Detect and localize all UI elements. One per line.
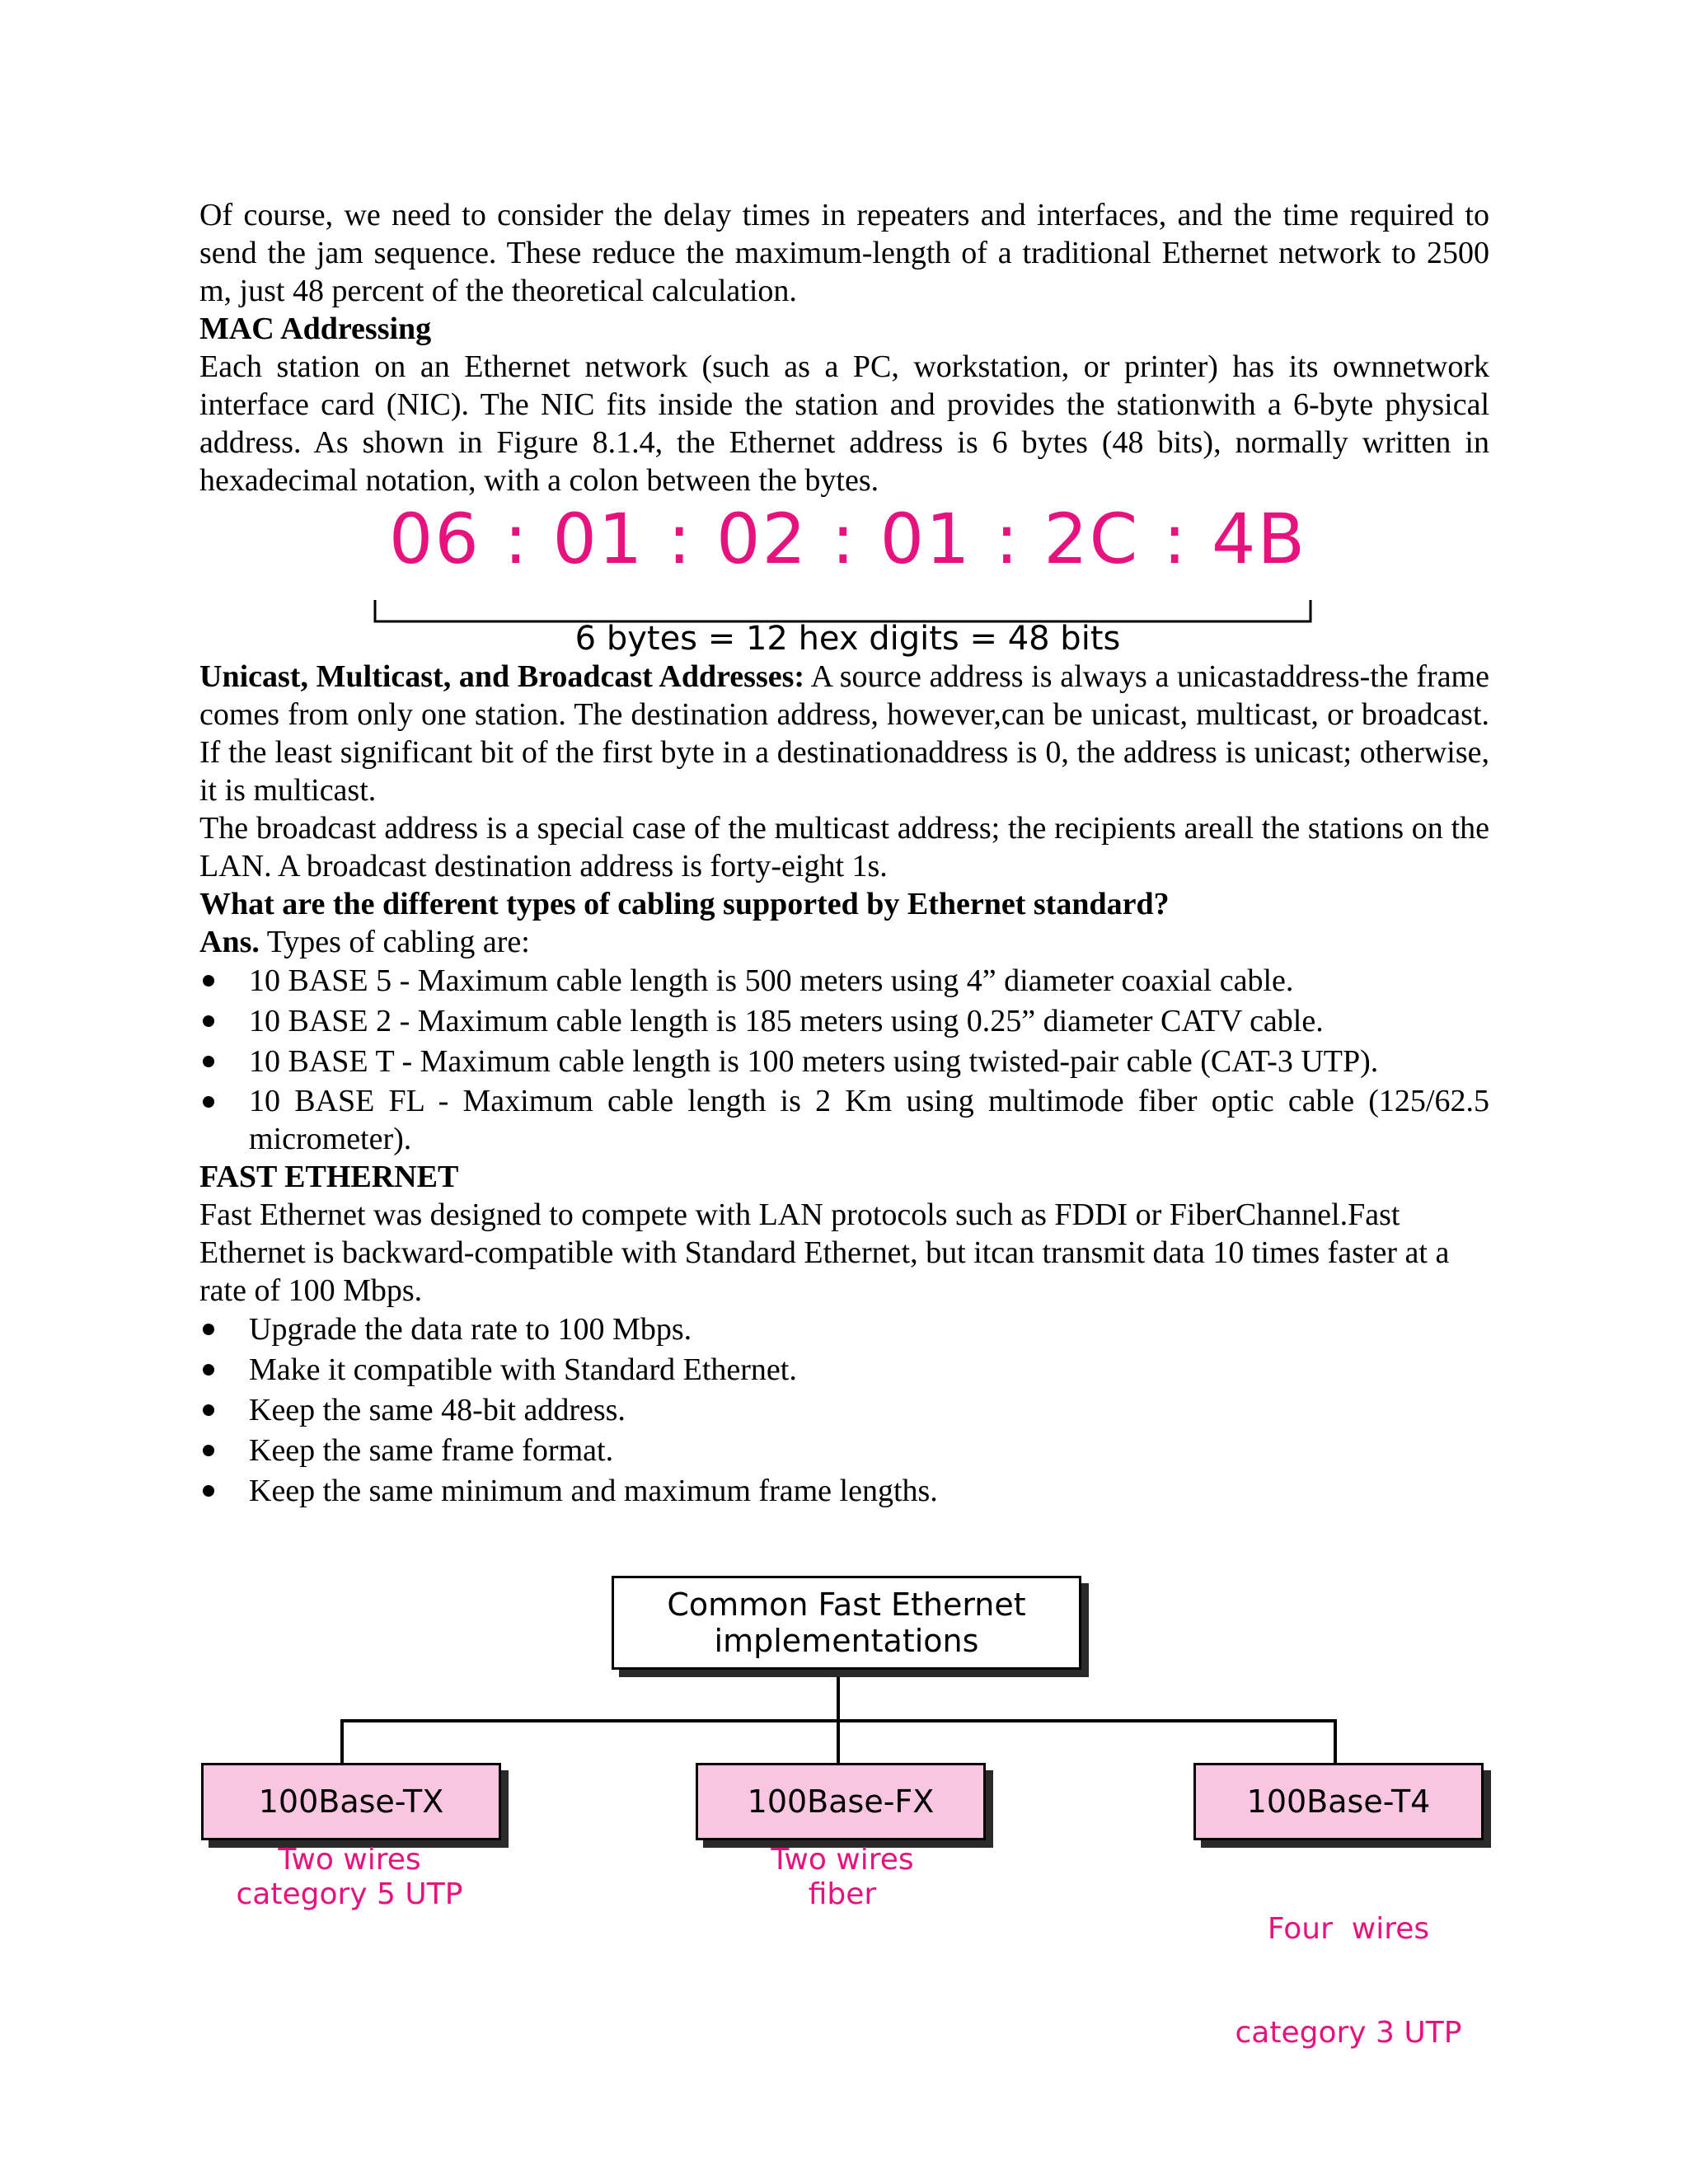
mac-address-example: 06 : 01 : 02 : 01 : 2C : 4B bbox=[388, 499, 1307, 579]
list-item: 10 BASE 5 - Maximum cable length is 500 meters using 4” diameter coaxial cable. bbox=[199, 961, 1489, 1001]
bullet-icon bbox=[203, 975, 214, 987]
intro-paragraph: Of course, we need to consider the delay times in repeaters and interfaces, and the time required to send the jam sequence. These reduce the maximum-length of a traditional Ethernet network to 2500 m, just 48 percent of the theoretical calculation. bbox=[199, 198, 1489, 308]
fast-ethernet-paragraph: Fast Ethernet was designed to compete with LAN protocols such as FDDI or FiberChannel.Fast Ethernet is backward-compatible with Standard Ethernet, but itcan transmit data 10 times faster at a rate of 100 Mbps. bbox=[199, 1197, 1450, 1308]
bullet-icon bbox=[203, 1404, 214, 1416]
bullet-icon bbox=[203, 1096, 214, 1108]
unicast-heading: Unicast, Multicast, and Broadcast Addresses: bbox=[199, 659, 805, 694]
list-item: 10 BASE T - Maximum cable length is 100 meters using twisted-pair cable (CAT-3 UTP). bbox=[199, 1042, 1489, 1082]
bullet-icon bbox=[203, 1015, 214, 1027]
bullet-icon bbox=[203, 1324, 214, 1335]
leaf-caption-t4: Four wires category 3 UTP bbox=[1235, 1912, 1462, 2050]
diagram-root-box bbox=[612, 1576, 1081, 1670]
leaf-box-100base-t4: 100Base-T4 bbox=[1193, 1763, 1484, 1840]
list-item: Make it compatible with Standard Ethernet. bbox=[199, 1350, 1489, 1390]
unicast-paragraph bbox=[199, 658, 1489, 809]
list-item: 10 BASE FL - Maximum cable length is 2 Km using multimode fiber optic cable (125/62.5 micrometer). bbox=[199, 1082, 1489, 1158]
mac-address-figure bbox=[199, 499, 1489, 658]
leaf-caption-tx: Two wires category 5 UTP bbox=[236, 1843, 463, 1911]
broadcast-paragraph: The broadcast address is a special case of the multicast address; the recipients areall the stations on the LAN. A broadcast destination address is forty-eight 1s. bbox=[199, 811, 1489, 883]
bullet-icon bbox=[203, 1056, 214, 1067]
root-line-2: implementations bbox=[714, 1623, 979, 1659]
mac-address-caption: 6 bytes = 12 hex digits = 48 bits bbox=[574, 620, 1121, 658]
list-item: Keep the same minimum and maximum frame lengths. bbox=[199, 1471, 1489, 1511]
list-item: 10 BASE 2 - Maximum cable length is 185 meters using 0.25” diameter CATV cable. bbox=[199, 1001, 1489, 1042]
fast-ethernet-heading: FAST ETHERNET bbox=[199, 1160, 459, 1194]
list-item: Keep the same frame format. bbox=[199, 1431, 1489, 1471]
cabling-list bbox=[199, 961, 1489, 1158]
bullet-icon bbox=[203, 1364, 214, 1376]
root-line-1: Common Fast Ethernet bbox=[667, 1586, 1026, 1623]
answer-label: Ans. bbox=[199, 925, 260, 959]
leaf-box-100base-fx: 100Base-FX bbox=[696, 1763, 986, 1840]
mac-heading: MAC Addressing bbox=[199, 312, 432, 346]
fast-ethernet-list bbox=[199, 1310, 1489, 1511]
list-item: Upgrade the data rate to 100 Mbps. bbox=[199, 1310, 1489, 1350]
mac-paragraph: Each station on an Ethernet network (such as a PC, workstation, or printer) has its ownnetwork interface card (NIC). The NIC fits inside the station and provides the stationwith a 6-byte physical address. As shown in Figure 8.1.4, the Ethernet address is 6 bytes (48 bits), normally written in hexadecimal notation, with a colon between the bytes. bbox=[199, 349, 1489, 498]
leaf-caption-fx: Two wires fiber bbox=[771, 1843, 914, 1911]
cabling-question: What are the different types of cabling supported by Ethernet standard? bbox=[199, 887, 1170, 921]
cabling-answer bbox=[199, 923, 1489, 961]
bullet-icon bbox=[203, 1445, 214, 1456]
document-body bbox=[199, 196, 1489, 1511]
unicast-text: A source address is always a unicastaddress-the frame comes from only one station. The destination address, however,can be unicast, multicast, or broadcast. If the least significant bit of the first byte in a destinationaddress is 0, the address is unicast; otherwise, it is multicast. bbox=[199, 659, 1489, 808]
answer-text: Types of cabling are: bbox=[259, 925, 530, 959]
bullet-icon bbox=[203, 1485, 214, 1497]
list-item: Keep the same 48-bit address. bbox=[199, 1390, 1489, 1431]
leaf-box-100base-tx: 100Base-TX bbox=[201, 1763, 501, 1840]
